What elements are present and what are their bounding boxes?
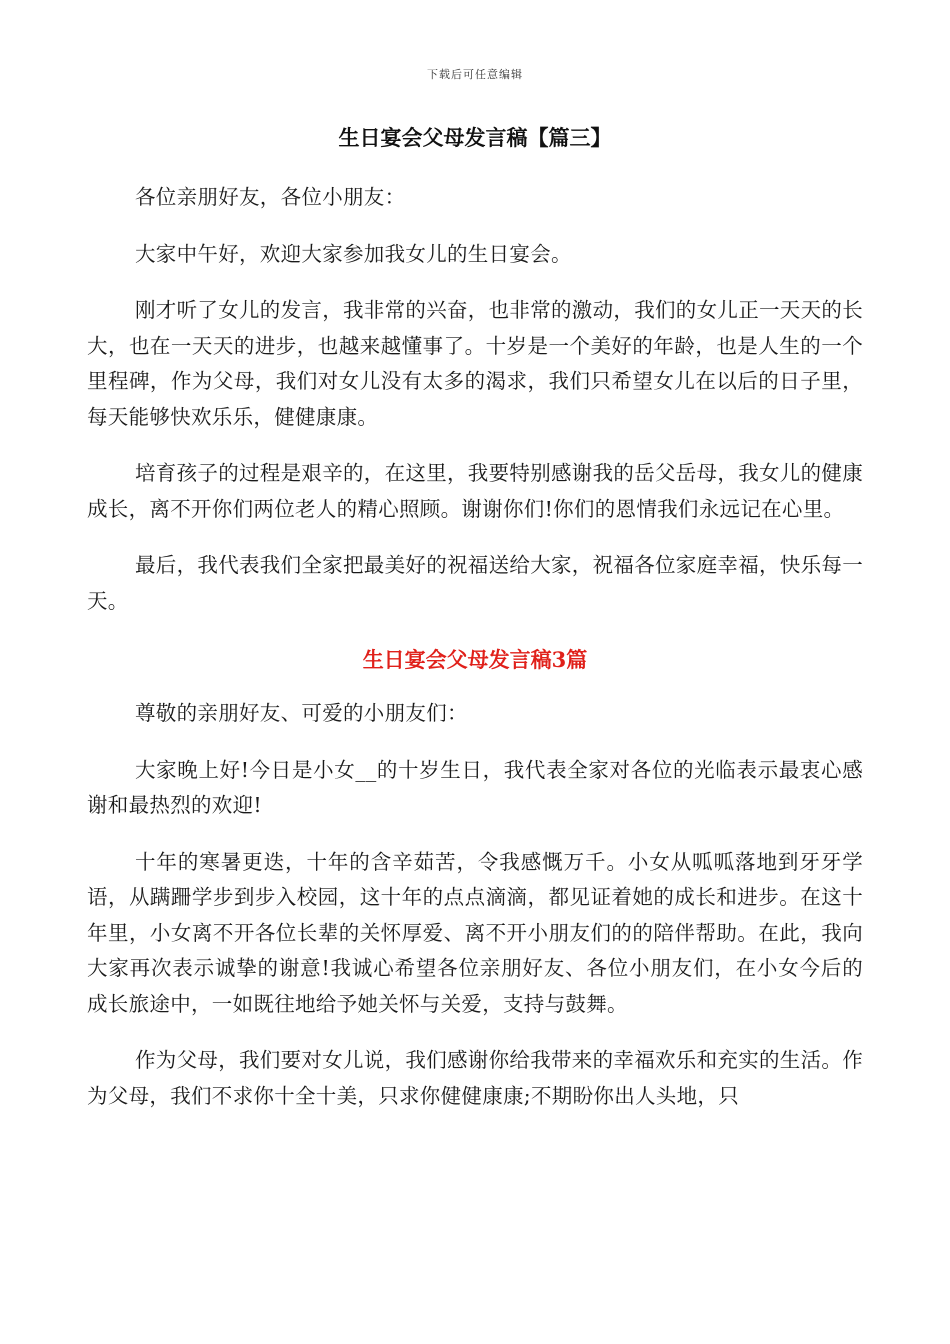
paragraph: 作为父母，我们要对女儿说，我们感谢你给我带来的幸福欢乐和充实的生活。作为父母，我们不求你十全十美，只求你健健康康;不期盼你出人头地，只 bbox=[87, 1048, 863, 1108]
section-title-2: 生日宴会父母发言稿3篇 bbox=[362, 647, 588, 672]
paragraph: 大家中午好，欢迎大家参加我女儿的生日宴会。 bbox=[135, 241, 572, 266]
paragraph: 刚才听了女儿的发言，我非常的兴奋，也非常的激动，我们的女儿正一天天的长大，也在一天天的进步，也越来越懂事了。十岁是一个美好的年龄，也是人生的一个里程碑，作为父母，我们对女儿没有太多的渴求，我们只希望女儿在以后的日子里，每天能够快欢乐乐，健健康康。 bbox=[87, 298, 863, 429]
header-note: 下载后可任意编辑 bbox=[427, 68, 523, 81]
paragraph: 最后，我代表我们全家把最美好的祝福送给大家，祝福各位家庭幸福，快乐每一天。 bbox=[87, 553, 863, 613]
section-title-1: 生日宴会父母发言稿【篇三】 bbox=[338, 125, 612, 150]
paragraph: 培育孩子的过程是艰辛的，在这里，我要特别感谢我的岳父岳母，我女儿的健康成长，离不开你们两位老人的精心照顾。谢谢你们!你们的恩情我们永远记在心里。 bbox=[87, 461, 863, 521]
paragraph: 尊敬的亲朋好友、可爱的小朋友们： bbox=[135, 701, 468, 725]
document-body bbox=[87, 118, 863, 1135]
paragraph: 各位亲朋好友，各位小朋友： bbox=[135, 185, 406, 209]
paragraph: 十年的寒暑更迭，十年的含辛茹苦，令我感慨万千。小女从呱呱落地到牙牙学语，从蹒跚学步到步入校园，这十年的点点滴滴，都见证着她的成长和进步。在这十年里，小女离不开各位长辈的关怀厚爱、离不开小朋友们的的陪伴帮助。在此，我向大家再次表示诚挚的谢意!我诚心希望各位亲朋好友、各位小朋友们，在小女今后的成长旅途中，一如既往地给予她关怀与关爱，支持与鼓舞。 bbox=[87, 849, 863, 1016]
paragraph: 大家晚上好!今日是小女__的十岁生日，我代表全家对各位的光临表示最衷心感谢和最热烈的欢迎! bbox=[87, 757, 863, 817]
